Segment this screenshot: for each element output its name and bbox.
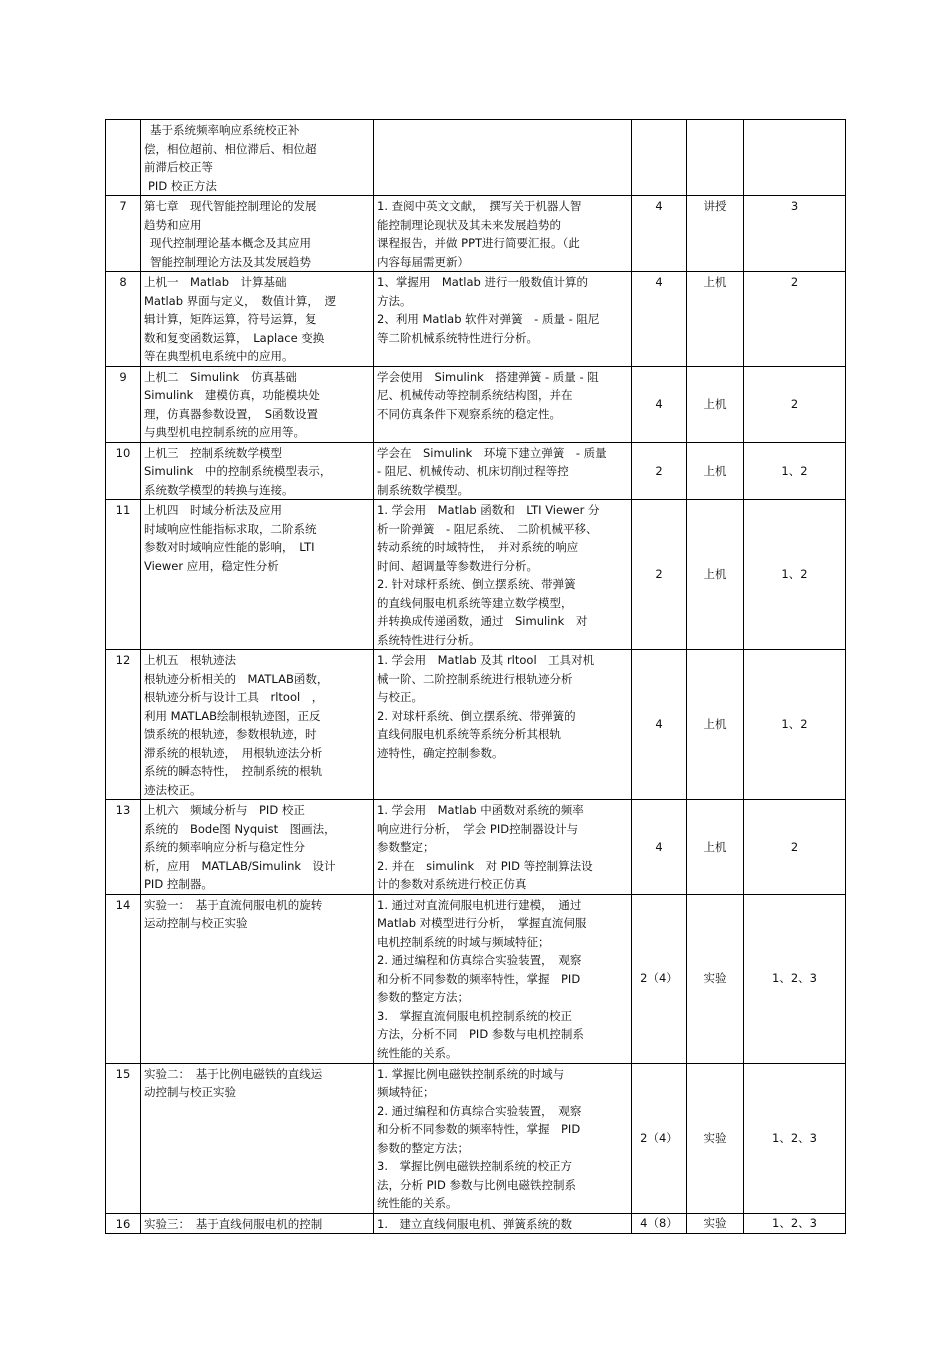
content-line: 智能控制理论方法及其发展趋势 [150, 254, 311, 269]
hours-cell: 2 [632, 442, 687, 500]
requirement-line: 2. 通过编程和仿真综合实验装置， 观察 [377, 1103, 582, 1118]
requirement-line: 3. 掌握比例电磁铁控制系统的校正方 [377, 1159, 572, 1173]
requirements-cell [374, 800, 632, 895]
content-line: 前滞后校正等 [144, 160, 213, 174]
requirement-line: 系统特性进行分析。 [377, 632, 481, 647]
requirement-line: 2、利用 Matlab 软件对弹簧 - 质量 - 阻尼 [377, 312, 600, 326]
content-line: 辑计算，矩阵运算，符号运算，复 [144, 312, 317, 326]
requirement-line: 学会使用 Simulink 搭建弹簧 - 质量 - 阻 [377, 369, 599, 384]
requirement-line: 迹特性，确定控制参数。 [377, 745, 504, 760]
requirements-cell [374, 120, 632, 196]
table-row [106, 500, 846, 650]
content-cell [141, 272, 374, 367]
hours-cell: 2（4） [632, 1063, 687, 1213]
requirements-cell [374, 1213, 632, 1234]
requirement-line: 能控制理论现状及其未来发展趋势的 [377, 217, 561, 232]
teaching-mode-cell: 实验 [687, 1063, 744, 1213]
requirement-line: 1. 掌握比例电磁铁控制系统的时域与 [377, 1066, 565, 1081]
row-number: 14 [106, 894, 141, 1063]
content-line: 根轨迹分析相关的 MATLAB函数， [144, 671, 329, 686]
content-line: Viewer 应用，稳定性分析 [144, 558, 279, 573]
teaching-mode-cell: 上机 [687, 800, 744, 895]
requirement-line: 2. 并在 simulink 对 PID 等控制算法设 [377, 858, 593, 873]
requirement-line: 1. 通过对直流伺服电机进行建模， 通过 [377, 897, 582, 912]
objective-cell [744, 120, 846, 196]
requirement-line: 1. 查阅中英文文献， 撰写关于机器人智 [377, 199, 582, 213]
content-line: 等在典型机电系统中的应用。 [144, 349, 294, 363]
row-number: 9 [106, 366, 141, 442]
teaching-mode-cell: 实验 [687, 1213, 744, 1234]
requirement-line: 2. 对球杆系统、倒立摆系统、带弹簧的 [377, 708, 576, 723]
requirement-line: 统性能的关系。 [377, 1196, 458, 1210]
requirement-line: 析一阶弹簧 - 阻尼系统、 二阶机械平移、 [377, 521, 598, 536]
objective-cell: 2 [744, 366, 846, 442]
hours-cell: 4 [632, 272, 687, 367]
content-line: Simulink 中的控制系统模型表示， [144, 464, 332, 478]
row-number: 15 [106, 1063, 141, 1213]
content-line: 与典型机电控制系统的应用等。 [144, 425, 305, 439]
content-line: 实验二： 基于比例电磁铁的直线运 [144, 1066, 323, 1081]
table-row [106, 894, 846, 1063]
table-row [106, 196, 846, 272]
row-number: 13 [106, 800, 141, 895]
row-number [106, 120, 141, 196]
content-line: 第七章 现代智能控制理论的发展 [144, 199, 317, 213]
content-line: 趋势和应用 [144, 217, 202, 232]
requirements-cell [374, 1063, 632, 1213]
requirement-line: 法，分析 PID 参数与比例电磁铁控制系 [377, 1177, 576, 1192]
hours-cell: 4 [632, 196, 687, 272]
requirement-line: 参数整定； [377, 840, 435, 854]
content-line: 析，应用 MATLAB/Simulink 设计 [144, 858, 336, 873]
objective-cell: 1、2 [744, 442, 846, 500]
requirement-line: 和分析不同参数的频率特性，掌握 PID [377, 971, 581, 986]
content-line: 上机一 Matlab 计算基础 [144, 275, 287, 289]
requirement-line: 响应进行分析， 学会 PID控制器设计与 [377, 821, 579, 836]
content-line: 实验三： 基于直线伺服电机的控制 [144, 1216, 323, 1231]
requirement-line: 不同仿真条件下观察系统的稳定性。 [377, 406, 561, 421]
content-line: 上机四 时域分析法及应用 [144, 503, 282, 517]
teaching-mode-cell: 上机 [687, 650, 744, 800]
requirement-line: 直线伺服电机系统等系统分析其根轨 [377, 727, 561, 741]
row-number: 16 [106, 1213, 141, 1234]
content-line: 时域响应性能指标求取，二阶系统 [144, 521, 317, 536]
requirement-line: 1. 学会用 Matlab 函数和 LTI Viewer 分 [377, 503, 600, 517]
requirement-line: 尼、机械传动等控制系统结构图，并在 [377, 388, 573, 402]
row-number: 8 [106, 272, 141, 367]
objective-cell: 3 [744, 196, 846, 272]
content-line: 偿，相位超前、相位滞后、相位超 [144, 141, 317, 156]
teaching-mode-cell: 上机 [687, 366, 744, 442]
requirements-cell [374, 442, 632, 500]
hours-cell: 4 [632, 800, 687, 895]
content-line: 上机二 Simulink 仿真基础 [144, 369, 297, 384]
table-row [106, 800, 846, 895]
content-line: 理，仿真器参数设置， S函数设置 [144, 406, 319, 421]
table-row [106, 272, 846, 367]
requirement-line: 与校正。 [377, 690, 423, 704]
requirements-cell [374, 894, 632, 1063]
table-row [106, 1063, 846, 1213]
table-row [106, 120, 846, 196]
hours-cell: 4 [632, 650, 687, 800]
requirement-line: 频域特征； [377, 1085, 435, 1099]
requirement-line: 统性能的关系。 [377, 1045, 458, 1060]
content-line: 系统的瞬态特性， 控制系统的根轨 [144, 764, 323, 778]
requirement-line: 2. 通过编程和仿真综合实验装置， 观察 [377, 953, 582, 967]
content-line: Matlab 界面与定义， 数值计算， 逻 [144, 293, 337, 308]
row-number: 10 [106, 442, 141, 500]
requirement-line: 方法，分析不同 PID 参数与电机控制系 [377, 1027, 584, 1041]
content-line: 上机六 频域分析与 PID 校正 [144, 803, 305, 817]
content-line: PID 校正方法 [148, 178, 217, 193]
content-line: 动控制与校正实验 [144, 1085, 236, 1099]
content-line: 馈系统的根轨迹，参数根轨迹，时 [144, 727, 317, 741]
requirement-line: 并转换成传递函数，通过 Simulink 对 [377, 614, 588, 628]
objective-cell: 2 [744, 272, 846, 367]
content-line: 实验一： 基于直流伺服电机的旋转 [144, 897, 323, 912]
content-line: 上机三 控制系统数学模型 [144, 445, 282, 460]
requirement-line: 械一阶、二阶控制系统进行根轨迹分析 [377, 671, 573, 686]
objective-cell: 1、2 [744, 650, 846, 800]
teaching-mode-cell: 实验 [687, 894, 744, 1063]
requirement-line: 等二阶机械系统特性进行分析。 [377, 330, 538, 345]
syllabus-table-body [106, 120, 846, 1234]
content-line: 系统数学模型的转换与连接。 [144, 482, 294, 497]
hours-cell: 2（4） [632, 894, 687, 1063]
requirement-line: 电机控制系统的时域与频域特征； [377, 934, 550, 949]
requirement-line: 1. 学会用 Matlab 及其 rltool 工具对机 [377, 653, 595, 667]
teaching-mode-cell: 讲授 [687, 196, 744, 272]
requirement-line: 内容每届需更新） [377, 254, 469, 269]
requirements-cell [374, 650, 632, 800]
requirements-cell [374, 366, 632, 442]
hours-cell: 4 [632, 366, 687, 442]
requirement-line: 3. 掌握直流伺服电机控制系统的校正 [377, 1008, 572, 1023]
content-cell [141, 894, 374, 1063]
requirement-line: 1、掌握用 Matlab 进行一般数值计算的 [377, 275, 588, 289]
content-cell [141, 650, 374, 800]
requirement-line: 和分析不同参数的频率特性，掌握 PID [377, 1122, 581, 1136]
content-line: 参数对时域响应性能的影响， LTI [144, 540, 315, 554]
teaching-mode-cell: 上机 [687, 442, 744, 500]
table-row [106, 442, 846, 500]
content-cell [141, 196, 374, 272]
requirements-cell [374, 196, 632, 272]
content-line: PID 控制器。 [144, 877, 213, 891]
content-line: 根轨迹分析与设计工具 rltool ， [144, 690, 324, 704]
requirement-line: 时间、超调量等参数进行分析。 [377, 558, 538, 573]
objective-cell: 1、2、3 [744, 1213, 846, 1234]
content-cell [141, 120, 374, 196]
requirements-cell [374, 272, 632, 367]
objective-cell: 2 [744, 800, 846, 895]
content-line: 系统的 Bode图 Nyquist 图画法， [144, 821, 336, 836]
teaching-mode-cell [687, 120, 744, 196]
row-number: 11 [106, 500, 141, 650]
hours-cell: 2 [632, 500, 687, 650]
content-cell [141, 1213, 374, 1234]
content-line: 基于系统频率响应系统校正补 [150, 123, 300, 137]
content-cell [141, 500, 374, 650]
syllabus-table [105, 119, 846, 1234]
teaching-mode-cell: 上机 [687, 272, 744, 367]
content-line: 现代控制理论基本概念及其应用 [150, 236, 311, 250]
requirement-line: 参数的整定方法； [377, 990, 469, 1004]
requirements-cell [374, 500, 632, 650]
content-line: 利用 MATLAB绘制根轨迹图，正反 [144, 708, 321, 723]
requirement-line: 方法。 [377, 293, 412, 308]
hours-cell: 4（8） [632, 1213, 687, 1234]
requirement-line: 的直线伺服电机系统等建立数学模型， [377, 595, 573, 610]
row-number: 12 [106, 650, 141, 800]
content-line: 系统的频率响应分析与稳定性分 [144, 840, 305, 854]
requirement-line: 1. 学会用 Matlab 中函数对系统的频率 [377, 803, 584, 817]
requirement-line: 计的参数对系统进行校正仿真 [377, 877, 527, 891]
objective-cell: 1、2、3 [744, 894, 846, 1063]
content-cell [141, 1063, 374, 1213]
requirement-line: - 阻尼、机械传动、机床切削过程等控 [377, 464, 569, 478]
requirement-line: 1. 建立直线伺服电机、弹簧系统的数 [377, 1216, 572, 1231]
requirement-line: 学会在 Simulink 环境下建立弹簧 - 质量 [377, 445, 607, 460]
row-number: 7 [106, 196, 141, 272]
requirement-line: 转动系统的时域特性， 并对系统的响应 [377, 540, 579, 554]
requirement-line: Matlab 对模型进行分析， 掌握直流伺服 [377, 916, 587, 930]
content-cell [141, 366, 374, 442]
content-line: Simulink 建模仿真，功能模块处 [144, 388, 320, 402]
teaching-mode-cell: 上机 [687, 500, 744, 650]
requirement-line: 课程报告，并做 PPT进行简要汇报。（此 [377, 236, 580, 250]
requirement-line: 参数的整定方法； [377, 1140, 469, 1155]
content-cell [141, 442, 374, 500]
content-line: 上机五 根轨迹法 [144, 653, 236, 667]
content-cell [141, 800, 374, 895]
objective-cell: 1、2 [744, 500, 846, 650]
table-row [106, 366, 846, 442]
hours-cell [632, 120, 687, 196]
content-line: 运动控制与校正实验 [144, 916, 248, 930]
requirement-line: 2. 针对球杆系统、倒立摆系统、带弹簧 [377, 577, 576, 591]
content-line: 数和复变函数运算， Laplace 变换 [144, 330, 325, 345]
objective-cell: 1、2、3 [744, 1063, 846, 1213]
content-line: 滞系统的根轨迹， 用根轨迹法分析 [144, 745, 323, 760]
content-line: 迹法校正。 [144, 782, 202, 797]
table-row [106, 1213, 846, 1234]
requirement-line: 制系统数学模型。 [377, 482, 469, 497]
table-row [106, 650, 846, 800]
